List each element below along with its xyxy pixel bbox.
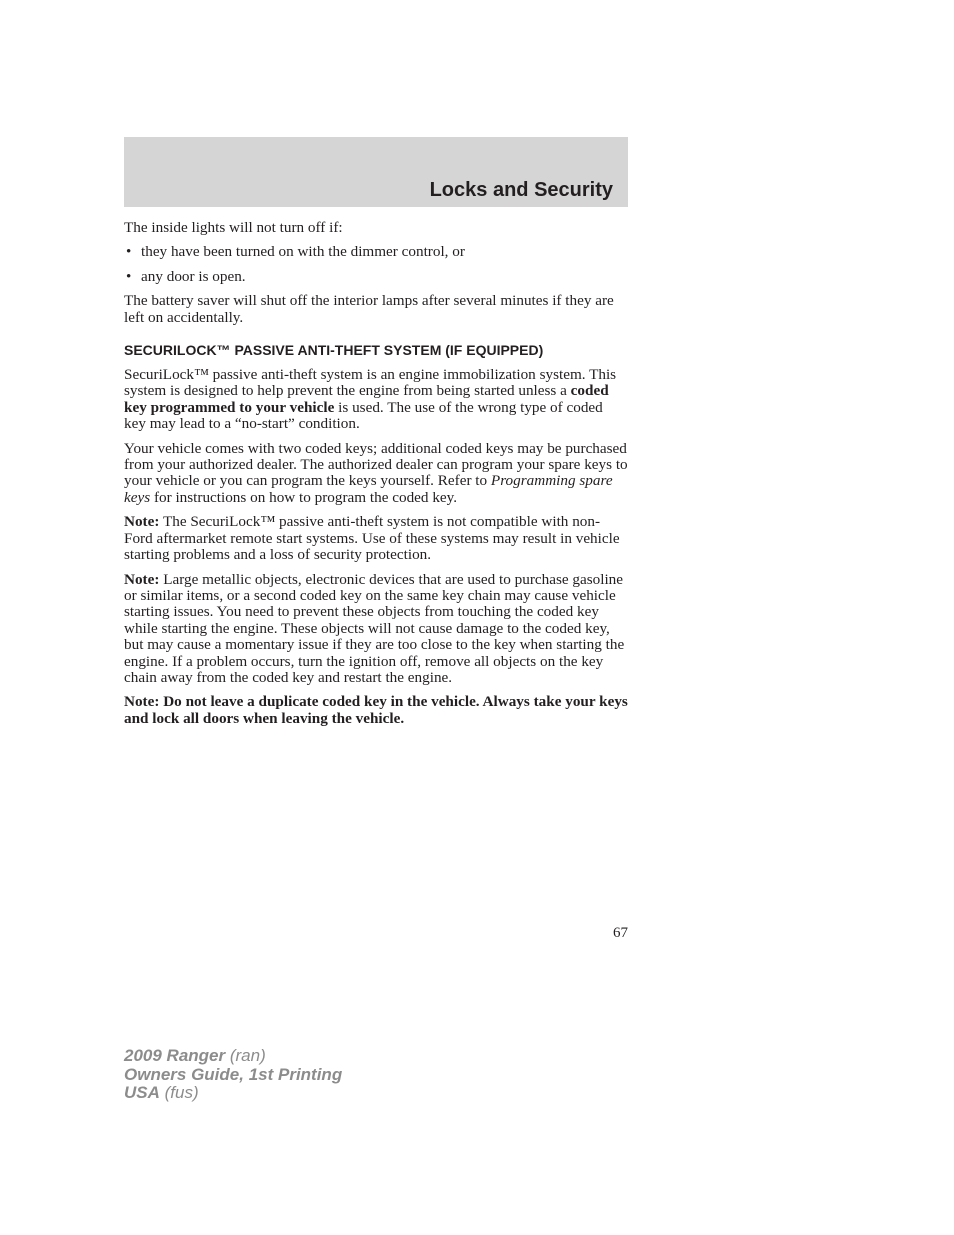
list-item-text: any door is open. — [141, 267, 246, 285]
note-label: Note: — [124, 570, 160, 588]
footer-line-guide: Owners Guide, 1st Printing — [124, 1064, 343, 1084]
list-item — [124, 269, 628, 285]
text-run: for instructions on how to program the coded key. — [150, 488, 458, 506]
securilock-heading: SECURILOCK™ PASSIVE ANTI-THEFT SYSTEM (IF EQUIPPED) — [124, 342, 544, 359]
text-run: is used. The use of the wrong type of coded key may lead to a “no-start” condition. — [124, 398, 603, 433]
battery-saver-paragraph: The battery saver will shut off the interior lamps after several minutes if they are left on accidentally. — [124, 292, 614, 326]
cross-reference-programming-spare-keys: Programming spare keys — [124, 472, 613, 506]
footer-line-model — [124, 1047, 342, 1066]
securilock-paragraph-2 — [124, 441, 628, 507]
note-text: The SecuriLock™ passive anti-theft system is not compatible with non-Ford aftermarket remote start systems. Use of these systems may result in vehicle starting problems and a loss of security protection. — [124, 513, 620, 564]
footer-market-code: (fus) — [159, 1083, 199, 1102]
note-text-bold: Note: Do not leave a duplicate coded key in the vehicle. Always take your keys and lock all doors when leaving the vehicle. — [124, 693, 628, 727]
footer-model: 2009 Ranger — [124, 1046, 226, 1065]
inside-lights-lead: The inside lights will not turn off if: — [124, 219, 343, 236]
document-footer — [124, 1047, 342, 1103]
emphasis-coded-key: coded key programmed to your vehicle — [124, 382, 609, 416]
page-number: 67 — [613, 925, 628, 941]
footer-market: USA — [124, 1083, 160, 1102]
note-remote-start — [124, 514, 628, 563]
section-title: Locks and Security — [429, 179, 613, 201]
section-header-band — [124, 137, 628, 207]
note-text: Large metallic objects, electronic devices that are used to purchase gasoline or similar items, or a second coded key on the same key chain may cause vehicle starting issues. You need to prevent these objects from touching the coded key while starting the engine. These objects will not cause damage to the coded key, but may cause a momentary issue if they are too close to the key when starting the engine. If a problem occurs, turn the ignition off, remove all objects on the key chain away from the coded key and restart the engine. — [124, 570, 625, 686]
bullet-icon: • — [126, 243, 132, 261]
list-item — [124, 244, 628, 260]
footer-model-code: (ran) — [225, 1046, 266, 1065]
footer-line-market — [124, 1084, 342, 1103]
text-run: SecuriLock™ passive anti-theft system is an engine immobilization system. This system is designed to help prevent the engine from being started unless a — [124, 366, 617, 400]
note-duplicate-key — [124, 694, 628, 727]
securilock-paragraph-1 — [124, 367, 628, 433]
bullet-icon: • — [126, 267, 132, 285]
inside-lights-conditions — [124, 244, 628, 285]
note-metallic-objects — [124, 572, 628, 687]
list-item-text: they have been turned on with the dimmer control, or — [141, 243, 465, 261]
page-content — [124, 220, 628, 735]
text-run: Your vehicle comes with two coded keys; additional coded keys may be purchased from your authorized dealer. The authorized dealer can program your spare keys to your vehicle or you can program the keys yourself. Refer to — [124, 439, 628, 490]
note-label: Note: — [124, 513, 160, 531]
